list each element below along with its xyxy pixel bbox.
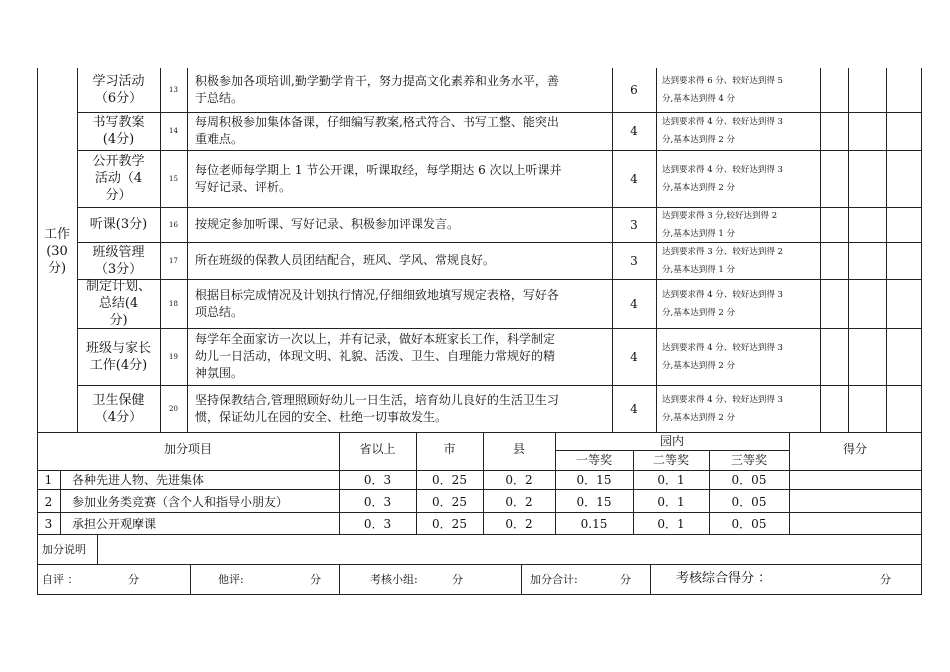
column-line (650, 564, 651, 594)
item-name: 分） (105, 188, 132, 203)
row-line (37, 534, 921, 535)
item-description: 积极参加各项培训,勤学勤学肯干，努力提高文化素养和业务水平，善 (195, 74, 559, 88)
column-line (886, 68, 887, 432)
bonus-value: 0．1 (657, 473, 685, 487)
bonus-row-number: 3 (44, 517, 53, 531)
bonus-header: 县 (512, 442, 525, 456)
section-label: 分) (47, 261, 67, 276)
group-eval-unit: 分 (452, 573, 463, 586)
bonus-value: 0．2 (505, 517, 533, 531)
scoring-standard: 达到要求得 6 分、较好达到得 5 (662, 76, 783, 86)
scoring-standard: 分,基本达到得 4 分 (662, 94, 736, 104)
bonus-value: 0．3 (363, 473, 392, 487)
item-description: 坚持保教结合,管理照顾好幼儿一日生活，培育幼儿良好的生活卫生习 (195, 392, 559, 407)
bonus-value: 0．05 (731, 517, 767, 531)
bonus-header: 省以上 (359, 442, 396, 456)
bonus-header: 加分项目 (163, 442, 212, 456)
item-name: （6分） (94, 91, 143, 106)
bottom-border (37, 594, 922, 595)
scoring-standard: 分,基本达到得 2 分 (662, 135, 736, 145)
bonus-value: 0.15 (580, 517, 608, 531)
item-score: 4 (630, 401, 638, 416)
item-number: 18 (169, 299, 178, 308)
bonus-note-label: 加分说明 (42, 543, 86, 556)
bonus-value: 0．05 (731, 473, 767, 487)
row-line (77, 242, 921, 243)
bonus-row-item: 参加业务类竞赛（含个人和指导小朋友） (72, 495, 289, 509)
row-line (37, 564, 922, 565)
item-name: 活动（4 (94, 171, 143, 186)
column-line (190, 564, 191, 594)
bonus-row-item: 承担公开观摩课 (72, 517, 157, 531)
item-name: 总结(4 (98, 296, 139, 311)
bonus-header: 二等奖 (652, 453, 689, 467)
item-description: 幼儿一日活动，体现文明、礼貌、活泼、卫生、自理能力常规好的精 (195, 349, 556, 363)
item-number: 17 (169, 256, 178, 265)
item-name: 工作(4分) (89, 357, 148, 373)
item-name: 听课(3分) (89, 217, 148, 232)
bonus-value: 0．05 (731, 495, 767, 509)
bonus-value: 0．15 (576, 495, 612, 509)
item-name: 班级管理 (92, 244, 145, 260)
item-score: 4 (630, 349, 638, 364)
item-description: 每位老师每学期上 1 节公开课，听课取经，每学期达 6 次以上听课并 (195, 162, 562, 177)
overall-score-unit: 分 (880, 573, 891, 586)
column-line (97, 534, 98, 564)
bonus-total-label: 加分合计: (530, 573, 578, 586)
bonus-value: 0．1 (657, 517, 685, 531)
column-line (339, 564, 340, 594)
item-score: 4 (630, 171, 638, 186)
bonus-value: 0．3 (363, 495, 392, 509)
scoring-standard: 分,基本达到得 2 分 (662, 182, 736, 193)
item-score: 3 (630, 217, 638, 232)
peer-eval-label: 他评: (218, 573, 244, 586)
item-name: (4分) (102, 132, 135, 147)
column-line (187, 68, 188, 432)
item-score: 6 (630, 83, 638, 97)
item-number: 15 (169, 174, 178, 183)
column-line (60, 470, 61, 534)
bonus-header: 园内 (659, 434, 684, 448)
item-name: （3分） (94, 261, 143, 277)
column-line (820, 68, 821, 432)
bonus-row-number: 2 (44, 495, 53, 509)
column-line (848, 68, 849, 432)
row-line (77, 328, 921, 329)
row-line (555, 450, 789, 451)
bonus-row-number: 1 (44, 473, 53, 487)
item-score: 4 (630, 296, 638, 311)
item-description: 每学年全面家访一次以上，并有记录，做好本班家长工作，科学制定 (195, 332, 556, 346)
row-line (77, 385, 921, 386)
item-description: 按规定参加听课、写好记录、积极参加评课发言。 (195, 217, 460, 231)
bonus-value: 0．2 (505, 473, 533, 487)
row-line (77, 112, 921, 113)
row-line (77, 279, 921, 280)
item-description: 于总结。 (195, 91, 244, 105)
item-number: 19 (169, 352, 178, 361)
item-description: 项总结。 (195, 304, 244, 319)
item-description: 根据目标完成情况及计划执行情况,仔细细致地填写规定表格，写好各 (195, 287, 559, 302)
bonus-value: 0．2 (505, 495, 533, 509)
overall-score-label: 考核综合得分 ： (676, 571, 772, 586)
item-score: 4 (630, 124, 638, 138)
item-name: 卫生保健 (92, 392, 145, 408)
item-description: 所在班级的保教人员团结配合，班风、学风、常规良好。 (195, 253, 496, 267)
bonus-header: 三等奖 (730, 453, 767, 467)
scoring-standard: 达到要求得 4 分、较好达到得 3 (662, 164, 783, 175)
item-description: 每周积极参加集体备课，仔细编写教案,格式符合、书写工整、能突出 (195, 115, 559, 129)
bonus-header: 得分 (842, 442, 867, 456)
self-eval-unit: 分 (128, 573, 139, 586)
bonus-value: 0．15 (576, 473, 612, 487)
item-description: 重难点。 (195, 132, 244, 146)
peer-eval-unit: 分 (310, 573, 321, 586)
group-eval-label: 考核小组: (370, 573, 418, 586)
item-name: 书写教案 (92, 115, 145, 130)
item-name: 学习活动 (92, 74, 145, 89)
row-line (77, 150, 921, 151)
item-number: 14 (169, 127, 178, 135)
bonus-value: 0．3 (363, 517, 392, 531)
item-description: 惯，保证幼儿在园的安全、杜绝一切事故发生。 (195, 409, 448, 424)
item-name: 分) (109, 313, 128, 328)
bonus-total-unit: 分 (620, 573, 631, 586)
column-line (656, 68, 657, 432)
bonus-value: 0．1 (657, 495, 685, 509)
right-border (921, 432, 922, 594)
scoring-standard: 分,基本达到得 2 分 (662, 412, 736, 423)
scoring-standard: 达到要求得 3 分、较好达到得 2 (662, 246, 783, 257)
item-name: 班级与家长 (85, 340, 151, 356)
item-number: 13 (169, 86, 178, 94)
bonus-value: 0．25 (432, 495, 467, 509)
item-description: 写好记录、评析。 (195, 179, 292, 194)
item-number: 20 (169, 404, 178, 413)
scoring-standard: 达到要求得 3 分,较好达到得 2 (662, 210, 778, 221)
bonus-value: 0．25 (432, 517, 467, 531)
scoring-standard: 达到要求得 4 分、较好达到得 3 (662, 394, 783, 405)
scoring-standard: 分,基本达到得 1 分 (662, 264, 736, 275)
bonus-row-item: 各种先进人物、先进集体 (72, 473, 205, 487)
scoring-standard: 分,基本达到得 2 分 (662, 307, 736, 318)
item-description: 神氛围。 (195, 366, 244, 380)
section-label: (30 (46, 244, 68, 259)
item-name: （4分） (94, 409, 143, 425)
item-name: 公开教学 (92, 154, 145, 169)
item-score: 3 (630, 253, 638, 268)
bonus-value: 0．25 (432, 473, 467, 487)
scoring-standard: 达到要求得 4 分、较好达到得 3 (662, 117, 783, 127)
row-line (77, 207, 921, 208)
scoring-standard: 分,基本达到得 1 分 (662, 228, 736, 239)
self-eval-label: 自评 ： (42, 573, 79, 586)
scoring-standard: 达到要求得 4 分、较好达到得 3 (662, 342, 783, 353)
section-label: 工作 (43, 227, 70, 242)
scoring-standard: 分,基本达到得 2 分 (662, 360, 736, 371)
item-number: 16 (169, 220, 178, 229)
bonus-header: 市 (443, 442, 456, 456)
column-line (521, 564, 522, 594)
scoring-standard: 达到要求得 4 分、较好达到得 3 (662, 289, 783, 300)
bonus-header: 一等奖 (575, 453, 612, 467)
item-name: 制定计划、 (85, 279, 151, 294)
